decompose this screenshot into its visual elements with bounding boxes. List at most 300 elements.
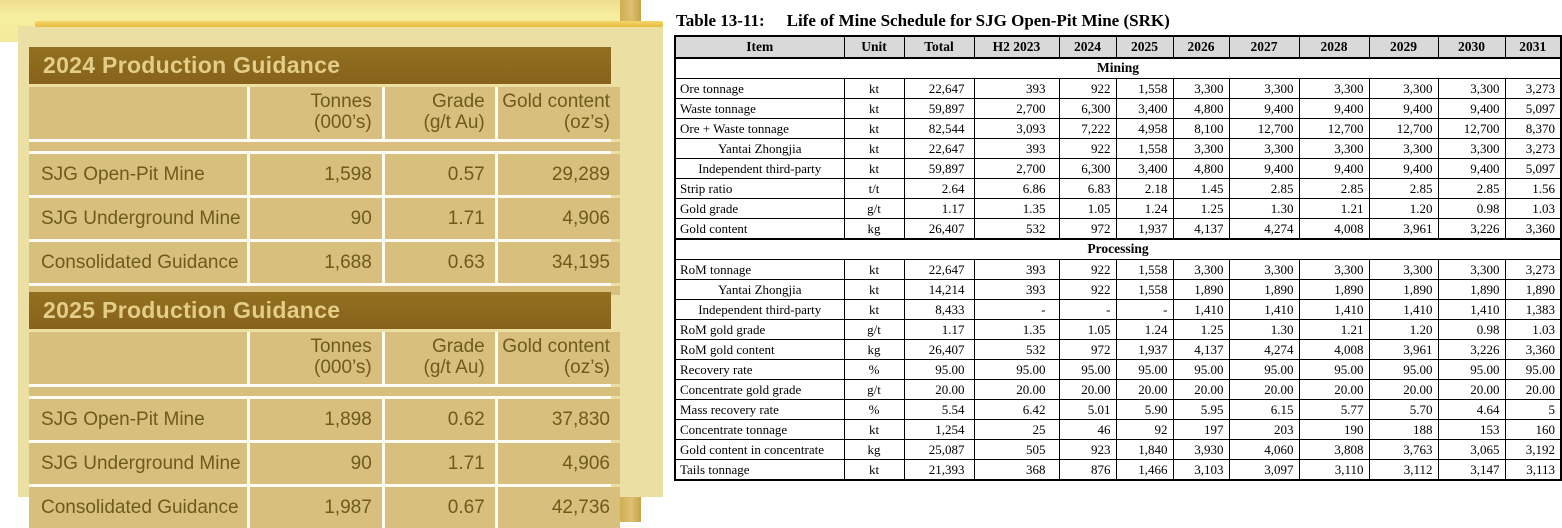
lom-year-value: 1.25	[1173, 199, 1229, 219]
lom-item: Independent third-party	[675, 159, 844, 179]
production-guidance-table-2024	[29, 47, 611, 295]
lom-year-value: 1.25	[1173, 320, 1229, 340]
lom-year-value: 4,137	[1173, 340, 1229, 360]
lom-year-value: 3,300	[1229, 139, 1299, 159]
lom-row	[675, 119, 1561, 139]
guidance-value: 90	[250, 198, 382, 239]
lom-section-label: Mining	[675, 58, 1561, 79]
lom-row	[675, 440, 1561, 460]
lom-year-value: 876	[1059, 460, 1116, 481]
lom-year-value: 7,222	[1059, 119, 1116, 139]
lom-year-value: 5.95	[1173, 400, 1229, 420]
guidance-value: 42,736	[498, 487, 620, 528]
lom-year-value: 188	[1369, 420, 1438, 440]
lom-item: RoM tonnage	[675, 260, 844, 280]
lom-unit: kt	[844, 79, 904, 99]
lom-unit: %	[844, 400, 904, 420]
lom-header-cell: 2030	[1438, 36, 1505, 58]
lom-year-value: 1,558	[1116, 280, 1173, 300]
lom-item: Gold content	[675, 219, 844, 240]
guidance-row-label: Consolidated Guidance	[29, 242, 247, 283]
lom-year-value: 1,890	[1229, 280, 1299, 300]
lom-unit: kg	[844, 219, 904, 240]
lom-year-value: 3,300	[1173, 79, 1229, 99]
lom-table-number: Table 13-11:	[676, 11, 765, 30]
lom-year-value: 1.30	[1229, 320, 1299, 340]
lom-year-value: 923	[1059, 440, 1116, 460]
lom-header-cell: 2024	[1059, 36, 1116, 58]
lom-year-value: 3,300	[1438, 139, 1505, 159]
lom-row	[675, 260, 1561, 280]
lom-year-value: 95.00	[974, 360, 1059, 380]
lom-year-value: 393	[974, 79, 1059, 99]
lom-total-value: 26,407	[904, 340, 974, 360]
lom-unit: kt	[844, 460, 904, 481]
lom-year-value: 4.64	[1438, 400, 1505, 420]
lom-total-value: 1.17	[904, 320, 974, 340]
lom-year-value: 3,093	[974, 119, 1059, 139]
lom-year-value: 12,700	[1438, 119, 1505, 139]
lom-table-title	[676, 11, 1562, 31]
guidance-title: 2025 Production Guidance	[29, 292, 611, 329]
lom-item: Independent third-party	[675, 300, 844, 320]
lom-year-value: 3,300	[1229, 260, 1299, 280]
lom-year-value: 9,400	[1369, 99, 1438, 119]
guidance-title: 2024 Production Guidance	[29, 47, 611, 84]
lom-item: Waste tonnage	[675, 99, 844, 119]
lom-row	[675, 460, 1561, 481]
lom-year-value: 6,300	[1059, 99, 1116, 119]
lom-year-value: 12,700	[1369, 119, 1438, 139]
lom-year-value: 1.20	[1369, 320, 1438, 340]
lom-year-value: 5	[1505, 400, 1561, 420]
lom-year-value: 0.98	[1438, 320, 1505, 340]
lom-unit: kt	[844, 159, 904, 179]
lom-year-value: 1,840	[1116, 440, 1173, 460]
guidance-value: 1.71	[385, 198, 495, 239]
lom-year-value: 2.85	[1369, 179, 1438, 199]
lom-section-row	[675, 58, 1561, 79]
lom-row	[675, 340, 1561, 360]
lom-year-value: 922	[1059, 280, 1116, 300]
lom-year-value: 368	[974, 460, 1059, 481]
lom-year-value: 20.00	[974, 380, 1059, 400]
lom-year-value: 6.15	[1229, 400, 1299, 420]
lom-total-value: 21,393	[904, 460, 974, 481]
lom-year-value: 1.21	[1299, 199, 1369, 219]
lom-year-value: 3,112	[1369, 460, 1438, 481]
guidance-value: 4,906	[498, 198, 620, 239]
lom-year-value: 1,410	[1369, 300, 1438, 320]
lom-item: Tails tonnage	[675, 460, 844, 481]
lom-unit: g/t	[844, 199, 904, 219]
lom-year-value: 20.00	[1059, 380, 1116, 400]
lom-unit: kt	[844, 139, 904, 159]
lom-total-value: 22,647	[904, 79, 974, 99]
lom-year-value: 1.35	[974, 199, 1059, 219]
lom-year-value: 3,273	[1505, 139, 1561, 159]
lom-item: Ore + Waste tonnage	[675, 119, 844, 139]
lom-year-value: 3,113	[1505, 460, 1561, 481]
lom-year-value: 46	[1059, 420, 1116, 440]
lom-year-value: 3,400	[1116, 159, 1173, 179]
lom-year-value: 3,300	[1438, 79, 1505, 99]
lom-item: RoM gold grade	[675, 320, 844, 340]
lom-unit: g/t	[844, 380, 904, 400]
guidance-row-label: SJG Open-Pit Mine	[29, 154, 247, 195]
lom-unit: kg	[844, 340, 904, 360]
lom-year-value: 3,961	[1369, 219, 1438, 240]
guidance-row-label: SJG Underground Mine	[29, 198, 247, 239]
lom-year-value: 3,300	[1299, 139, 1369, 159]
lom-row	[675, 99, 1561, 119]
lom-row	[675, 280, 1561, 300]
lom-year-value: 9,400	[1299, 159, 1369, 179]
guidance-value: 1,898	[250, 399, 382, 440]
lom-year-value: 20.00	[1229, 380, 1299, 400]
lom-total-value: 1,254	[904, 420, 974, 440]
lom-year-value: 1,410	[1173, 300, 1229, 320]
lom-year-value: 3,300	[1173, 260, 1229, 280]
lom-year-value: 2.85	[1229, 179, 1299, 199]
lom-year-value: 8,100	[1173, 119, 1229, 139]
lom-year-value: 5.70	[1369, 400, 1438, 420]
guidance-value: 37,830	[498, 399, 620, 440]
lom-item: RoM gold content	[675, 340, 844, 360]
lom-year-value: 2,700	[974, 99, 1059, 119]
lom-year-value: -	[1059, 300, 1116, 320]
lom-total-value: 22,647	[904, 260, 974, 280]
lom-item: Ore tonnage	[675, 79, 844, 99]
lom-header-cell: 2027	[1229, 36, 1299, 58]
lom-year-value: 4,274	[1229, 219, 1299, 240]
guidance-spacer	[29, 142, 620, 151]
lom-unit: kt	[844, 300, 904, 320]
guidance-grid	[29, 332, 611, 528]
lom-year-value: 532	[974, 219, 1059, 240]
guidance-value: 1,688	[250, 242, 382, 283]
lom-year-value: 1,558	[1116, 260, 1173, 280]
lom-year-value: 4,008	[1299, 340, 1369, 360]
lom-row	[675, 159, 1561, 179]
lom-year-value: 95.00	[1229, 360, 1299, 380]
lom-year-value: 393	[974, 280, 1059, 300]
guidance-grid	[29, 87, 611, 295]
guidance-colhead: Tonnes (000’s)	[250, 332, 382, 384]
lom-year-value: 393	[974, 260, 1059, 280]
guidance-value: 90	[250, 443, 382, 484]
lom-unit: t/t	[844, 179, 904, 199]
lom-unit: kt	[844, 119, 904, 139]
guidance-value: 34,195	[498, 242, 620, 283]
lom-year-value: 3,147	[1438, 460, 1505, 481]
lom-year-value: 95.00	[1116, 360, 1173, 380]
guidance-colhead: Grade (g/t Au)	[385, 87, 495, 139]
lom-year-value: 12,700	[1229, 119, 1299, 139]
lom-year-value: 505	[974, 440, 1059, 460]
guidance-spacer	[29, 387, 620, 396]
lom-item: Mass recovery rate	[675, 400, 844, 420]
guidance-value: 4,906	[498, 443, 620, 484]
lom-year-value: 1,466	[1116, 460, 1173, 481]
lom-year-value: 922	[1059, 139, 1116, 159]
lom-year-value: 9,400	[1229, 159, 1299, 179]
lom-total-value: 59,897	[904, 159, 974, 179]
lom-row	[675, 320, 1561, 340]
lom-item: Gold content in concentrate	[675, 440, 844, 460]
guidance-value: 0.63	[385, 242, 495, 283]
lom-total-value: 82,544	[904, 119, 974, 139]
lom-year-value: 0.98	[1438, 199, 1505, 219]
lom-year-value: 3,763	[1369, 440, 1438, 460]
lom-year-value: 3,400	[1116, 99, 1173, 119]
lom-year-value: 1,410	[1229, 300, 1299, 320]
lom-year-value: 3,226	[1438, 219, 1505, 240]
lom-year-value: 95.00	[1299, 360, 1369, 380]
lom-year-value: 95.00	[1505, 360, 1561, 380]
lom-section-row	[675, 239, 1561, 260]
lom-year-value: 1.03	[1505, 199, 1561, 219]
lom-year-value: 12,700	[1299, 119, 1369, 139]
lom-year-value: 6.83	[1059, 179, 1116, 199]
lom-schedule-table	[674, 35, 1562, 481]
lom-year-value: 3,273	[1505, 260, 1561, 280]
lom-year-value: 5.01	[1059, 400, 1116, 420]
lom-year-value: 3,097	[1229, 460, 1299, 481]
lom-year-value: 4,800	[1173, 159, 1229, 179]
lom-header-cell: 2025	[1116, 36, 1173, 58]
lom-year-value: 1.45	[1173, 179, 1229, 199]
lom-header-cell: Item	[675, 36, 844, 58]
lom-year-value: 9,400	[1438, 99, 1505, 119]
lom-header-row	[675, 36, 1561, 58]
lom-total-value: 20.00	[904, 380, 974, 400]
gold-horizontal-rule	[35, 21, 663, 27]
lom-year-value: 1,937	[1116, 219, 1173, 240]
lom-year-value: 3,300	[1299, 260, 1369, 280]
lom-year-value: 3,110	[1299, 460, 1369, 481]
lom-year-value: 922	[1059, 79, 1116, 99]
lom-year-value: 153	[1438, 420, 1505, 440]
lom-schedule-section	[674, 11, 1562, 481]
lom-year-value: 1,890	[1173, 280, 1229, 300]
lom-year-value: 3,273	[1505, 79, 1561, 99]
lom-year-value: 1.56	[1505, 179, 1561, 199]
lom-year-value: 20.00	[1116, 380, 1173, 400]
lom-year-value: 1,890	[1505, 280, 1561, 300]
lom-year-value: 3,930	[1173, 440, 1229, 460]
lom-year-value: 9,400	[1229, 99, 1299, 119]
guidance-value: 1.71	[385, 443, 495, 484]
lom-year-value: 1,558	[1116, 79, 1173, 99]
lom-unit: g/t	[844, 320, 904, 340]
lom-total-value: 25,087	[904, 440, 974, 460]
lom-year-value: 9,400	[1299, 99, 1369, 119]
guidance-row-label: SJG Underground Mine	[29, 443, 247, 484]
lom-year-value: 197	[1173, 420, 1229, 440]
lom-year-value: 1,890	[1299, 280, 1369, 300]
lom-year-value: 95.00	[1173, 360, 1229, 380]
lom-total-value: 14,214	[904, 280, 974, 300]
guidance-row-label: Consolidated Guidance	[29, 487, 247, 528]
lom-year-value: 20.00	[1505, 380, 1561, 400]
lom-year-value: 532	[974, 340, 1059, 360]
lom-item: Recovery rate	[675, 360, 844, 380]
lom-total-value: 95.00	[904, 360, 974, 380]
lom-total-value: 26,407	[904, 219, 974, 240]
guidance-value: 0.62	[385, 399, 495, 440]
lom-year-value: 922	[1059, 260, 1116, 280]
lom-header-cell: 2031	[1505, 36, 1561, 58]
lom-item: Yantai Zhongjia	[675, 139, 844, 159]
lom-year-value: 972	[1059, 219, 1116, 240]
lom-year-value: 6.42	[974, 400, 1059, 420]
lom-year-value: 1.24	[1116, 199, 1173, 219]
lom-row	[675, 79, 1561, 99]
lom-header-cell: H2 2023	[974, 36, 1059, 58]
lom-year-value: 92	[1116, 420, 1173, 440]
lom-year-value: 4,800	[1173, 99, 1229, 119]
lom-header-cell: 2026	[1173, 36, 1229, 58]
lom-year-value: 3,300	[1438, 260, 1505, 280]
lom-year-value: 1,383	[1505, 300, 1561, 320]
lom-year-value: 1.24	[1116, 320, 1173, 340]
lom-header-cell: Total	[904, 36, 974, 58]
lom-year-value: 5,097	[1505, 99, 1561, 119]
guidance-colhead: Grade (g/t Au)	[385, 332, 495, 384]
lom-year-value: 393	[974, 139, 1059, 159]
lom-year-value: 1,937	[1116, 340, 1173, 360]
lom-year-value: 3,300	[1369, 79, 1438, 99]
lom-unit: kt	[844, 280, 904, 300]
lom-row	[675, 400, 1561, 420]
lom-unit: %	[844, 360, 904, 380]
lom-year-value: 4,958	[1116, 119, 1173, 139]
lom-year-value: 972	[1059, 340, 1116, 360]
lom-total-value: 5.54	[904, 400, 974, 420]
lom-item: Gold grade	[675, 199, 844, 219]
lom-row	[675, 360, 1561, 380]
lom-year-value: 20.00	[1438, 380, 1505, 400]
lom-year-value: 6.86	[974, 179, 1059, 199]
lom-year-value: 3,300	[1299, 79, 1369, 99]
lom-year-value: 1.03	[1505, 320, 1561, 340]
lom-row	[675, 420, 1561, 440]
lom-year-value: 190	[1299, 420, 1369, 440]
lom-year-value: 95.00	[1059, 360, 1116, 380]
lom-total-value: 1.17	[904, 199, 974, 219]
lom-item: Concentrate tonnage	[675, 420, 844, 440]
guidance-colhead: Gold content (oz’s)	[498, 87, 620, 139]
lom-header-cell: Unit	[844, 36, 904, 58]
production-guidance-table-2025	[29, 292, 611, 528]
lom-year-value: -	[1116, 300, 1173, 320]
lom-unit: kt	[844, 260, 904, 280]
lom-unit: kt	[844, 420, 904, 440]
lom-total-value: 59,897	[904, 99, 974, 119]
lom-year-value: 8,370	[1505, 119, 1561, 139]
lom-year-value: 4,274	[1229, 340, 1299, 360]
lom-item: Strip ratio	[675, 179, 844, 199]
guidance-colhead: Tonnes (000’s)	[250, 87, 382, 139]
lom-section-label: Processing	[675, 239, 1561, 260]
lom-row	[675, 219, 1561, 240]
lom-year-value: 2.18	[1116, 179, 1173, 199]
lom-year-value: 160	[1505, 420, 1561, 440]
lom-year-value: 3,300	[1369, 260, 1438, 280]
lom-year-value: 1.21	[1299, 320, 1369, 340]
lom-year-value: 3,360	[1505, 219, 1561, 240]
lom-year-value: 4,137	[1173, 219, 1229, 240]
guidance-value: 0.67	[385, 487, 495, 528]
lom-year-value: 20.00	[1173, 380, 1229, 400]
lom-row	[675, 300, 1561, 320]
lom-year-value: 3,808	[1299, 440, 1369, 460]
lom-year-value: 3,300	[1369, 139, 1438, 159]
lom-year-value: 3,961	[1369, 340, 1438, 360]
lom-year-value: 25	[974, 420, 1059, 440]
lom-year-value: 4,060	[1229, 440, 1299, 460]
lom-year-value: 1,410	[1299, 300, 1369, 320]
lom-unit: kg	[844, 440, 904, 460]
guidance-value: 1,598	[250, 154, 382, 195]
lom-year-value: 1.05	[1059, 199, 1116, 219]
lom-year-value: 20.00	[1369, 380, 1438, 400]
lom-item: Yantai Zhongjia	[675, 280, 844, 300]
lom-year-value: 203	[1229, 420, 1299, 440]
lom-year-value: 20.00	[1299, 380, 1369, 400]
lom-year-value: 1.35	[974, 320, 1059, 340]
lom-total-value: 8,433	[904, 300, 974, 320]
lom-year-value: 1.30	[1229, 199, 1299, 219]
guidance-value: 0.57	[385, 154, 495, 195]
lom-total-value: 22,647	[904, 139, 974, 159]
lom-year-value: 2,700	[974, 159, 1059, 179]
lom-year-value: 4,008	[1299, 219, 1369, 240]
lom-year-value: 3,192	[1505, 440, 1561, 460]
lom-row	[675, 179, 1561, 199]
lom-table-caption: Life of Mine Schedule for SJG Open-Pit Mine (SRK)	[786, 11, 1170, 30]
lom-year-value: 1,890	[1438, 280, 1505, 300]
guidance-value: 1,987	[250, 487, 382, 528]
lom-year-value: 1.20	[1369, 199, 1438, 219]
lom-total-value: 2.64	[904, 179, 974, 199]
guidance-value: 29,289	[498, 154, 620, 195]
lom-year-value: 1.05	[1059, 320, 1116, 340]
lom-year-value: 5.77	[1299, 400, 1369, 420]
guidance-row-label: SJG Open-Pit Mine	[29, 399, 247, 440]
lom-year-value: 95.00	[1438, 360, 1505, 380]
lom-year-value: -	[974, 300, 1059, 320]
lom-year-value: 1,558	[1116, 139, 1173, 159]
lom-header-cell: 2029	[1369, 36, 1438, 58]
lom-year-value: 9,400	[1369, 159, 1438, 179]
lom-header-cell: 2028	[1299, 36, 1369, 58]
lom-year-value: 2.85	[1299, 179, 1369, 199]
lom-year-value: 1,410	[1438, 300, 1505, 320]
lom-row	[675, 380, 1561, 400]
lom-year-value: 3,360	[1505, 340, 1561, 360]
lom-year-value: 6,300	[1059, 159, 1116, 179]
lom-year-value: 3,065	[1438, 440, 1505, 460]
lom-year-value: 3,226	[1438, 340, 1505, 360]
lom-year-value: 2.85	[1438, 179, 1505, 199]
guidance-colhead: Gold content (oz’s)	[498, 332, 620, 384]
lom-year-value: 3,103	[1173, 460, 1229, 481]
lom-year-value: 5.90	[1116, 400, 1173, 420]
lom-row	[675, 139, 1561, 159]
lom-row	[675, 199, 1561, 219]
